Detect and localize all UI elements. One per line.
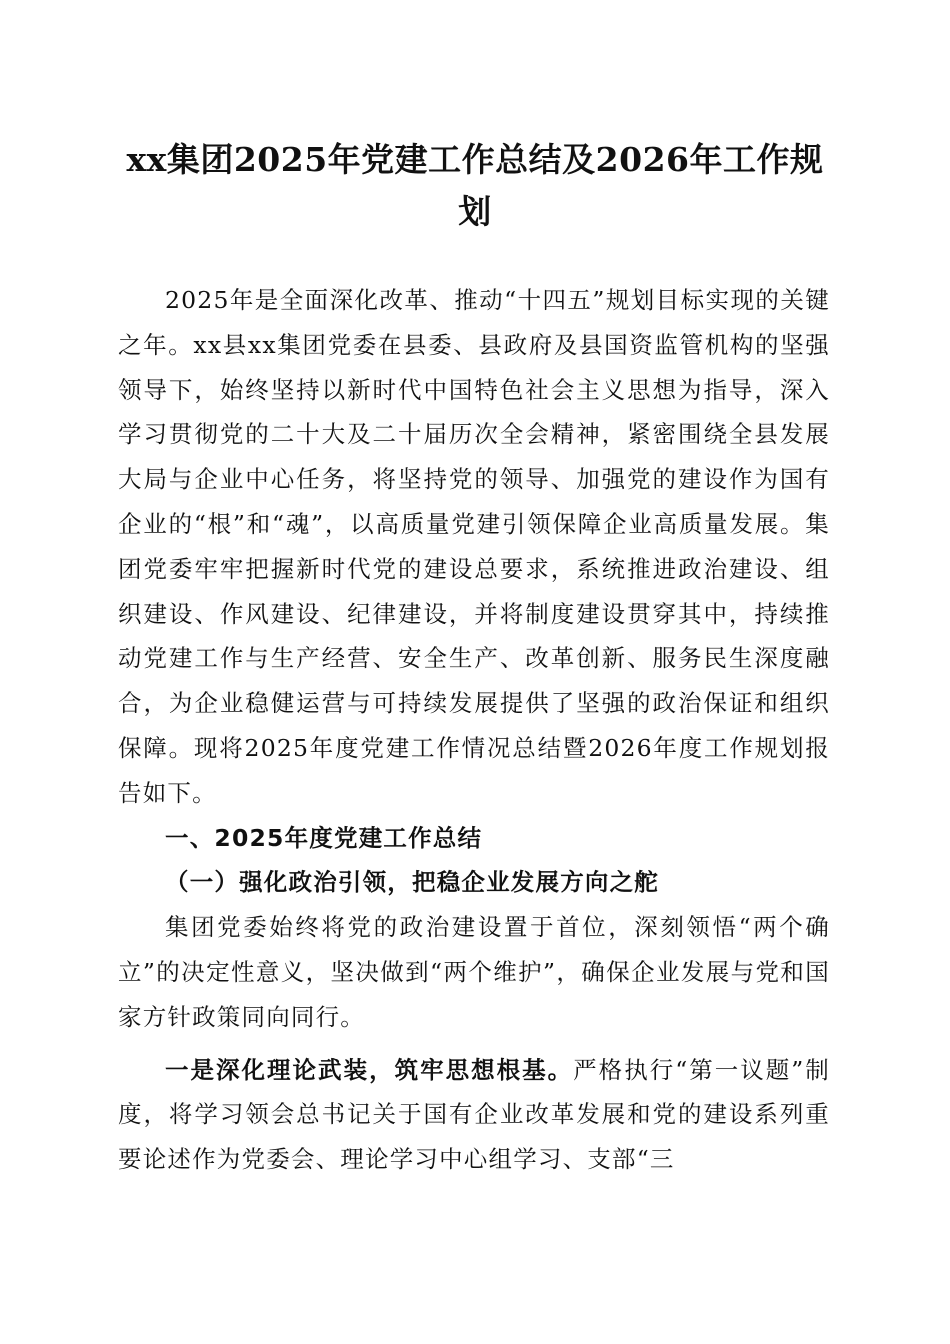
subsection-heading: （一）强化政治引领，把稳企业发展方向之舵 [165, 868, 659, 897]
document-body [118, 278, 830, 1182]
section-heading: 一、2025年度党建工作总结 [165, 823, 483, 852]
intro-paragraph: 2025年是全面深化改革、推动“十四五”规划目标实现的关键之年。xx县xx集团党委在县委、县政府及县国资监管机构的坚强领导下，始终坚持以新时代中国特色社会主义思想为指导，深入学习贯彻党的二十大及二十届历次全会精神，紧密围绕全县发展大局与企业中心任务，将坚持党的领导、加强党的建设作为国有企业的“根”和“魂”，以高质量党建引领保障企业高质量发展。集团党委牢牢把握新时代党的建设总要求，系统推进政治建设、组织建设、作风建设、纪律建设，并将制度建设贯穿其中，持续推动党建工作与生产经营、安全生产、改革创新、服务民生深度融合，为企业稳健运营与可持续发展提供了坚强的政治保证和组织保障。现将2025年度党建工作情况总结暨2026年度工作规划报告如下。 [118, 286, 830, 807]
document-title: xx集团2025年党建工作总结及2026年工作规划 [126, 140, 824, 231]
point-text: 严格执行“第一议题”制度，将学习领会总书记关于国有企业改革发展和党的建设系列重要论述作为党委会、理论学习中心组学习、支部“三 [118, 1055, 831, 1174]
point-paragraph [118, 1048, 830, 1182]
point-lead: 一是深化理论武装，筑牢思想根基。 [165, 1055, 574, 1084]
subsection-paragraph: 集团党委始终将党的政治建设置于首位，深刻领悟“两个确立”的决定性意义，坚决做到“两个维护”，确保企业发展与党和国家方针政策同向同行。 [118, 913, 830, 1031]
